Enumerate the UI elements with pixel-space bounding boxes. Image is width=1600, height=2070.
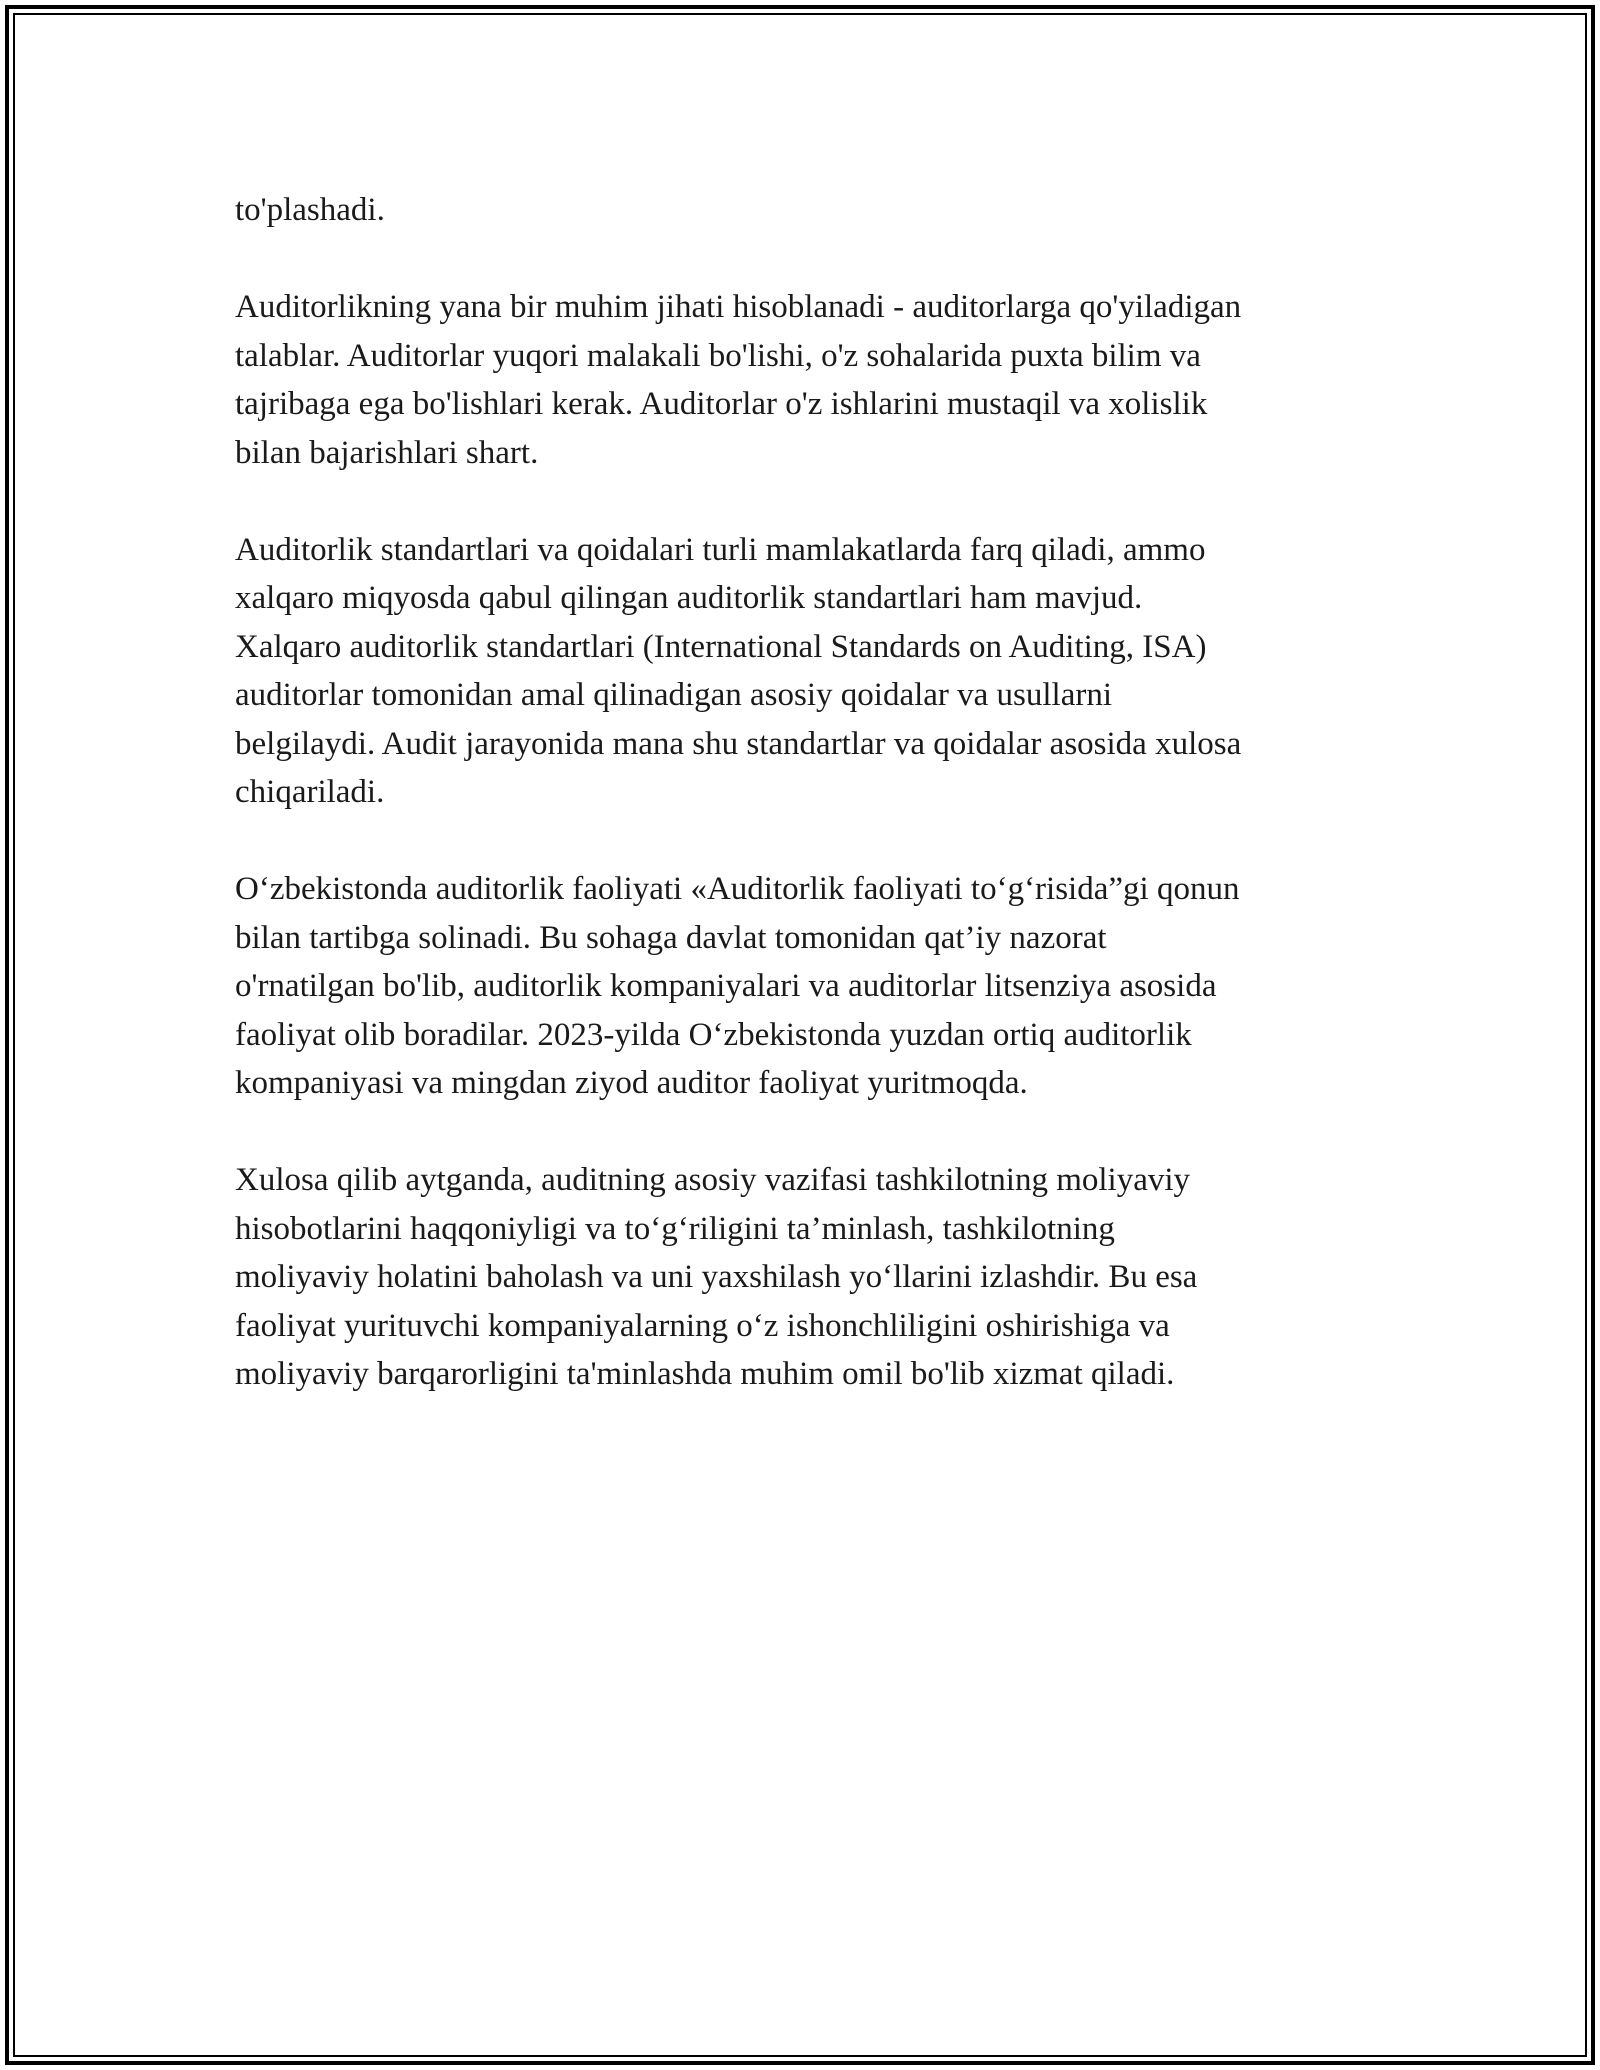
paragraph-auditing-standards: Auditorlik standartlari va qoidalari turli mamlakatlarda farq qiladi, ammo xalqaro miqyosda qabul qilingan auditorlik standartlari ham mavjud. Xalqaro auditorlik standartlari (International Standards on Auditing, ISA) auditorlar tomonidan amal qilinadigan asosiy qoidalar va usullarni belgilaydi. Audit jarayonida mana shu standartlar va qoidalar asosida xulosa chiqariladi. xyxy=(235,531,1242,810)
document-body xyxy=(235,186,1365,1447)
paragraph-auditor-requirements: Auditorlikning yana bir muhim jihati hisoblanadi - auditorlarga qo'yiladigan talablar. Auditorlar yuqori malakali bo'lishi, o'z sohalarida puxta bilim va tajribaga ega bo'lishlari kerak. Auditorlar o'z ishlarini mustaqil va xolislik bilan bajarishlari shart. xyxy=(235,289,1242,471)
paragraph-uzbekistan-audit: O‘zbekistonda auditorlik faoliyati «Auditorlik faoliyati to‘g‘risida”gi qonun bilan tartibga solinadi. Bu sohaga davlat tomonidan qat’iy nazorat o'rnatilgan bo'lib, auditorlik kompaniyalari va auditorlar litsenziya asosida faoliyat olib boradilar. 2023-yilda O‘zbekistonda yuzdan ortiq auditorlik kompaniyasi va mingdan ziyod auditor faoliyat yuritmoqda. xyxy=(235,871,1240,1101)
paragraph-continuation: to'plashadi. xyxy=(235,192,385,228)
paragraph-conclusion: Xulosa qilib aytganda, auditning asosiy vazifasi tashkilotning moliyaviy hisobotlarini haqqoniyligi va to‘g‘riligini ta’minlash, tashkilotning moliyaviy holatini baholash va uni yaxshilash yo‘llarini izlashdir. Bu esa faoliyat yurituvchi kompaniyalarning o‘z ishonchliligini oshirishiga va moliyaviy barqarorligini ta'minlashda muhim omil bo'lib xizmat qiladi. xyxy=(235,1162,1198,1392)
